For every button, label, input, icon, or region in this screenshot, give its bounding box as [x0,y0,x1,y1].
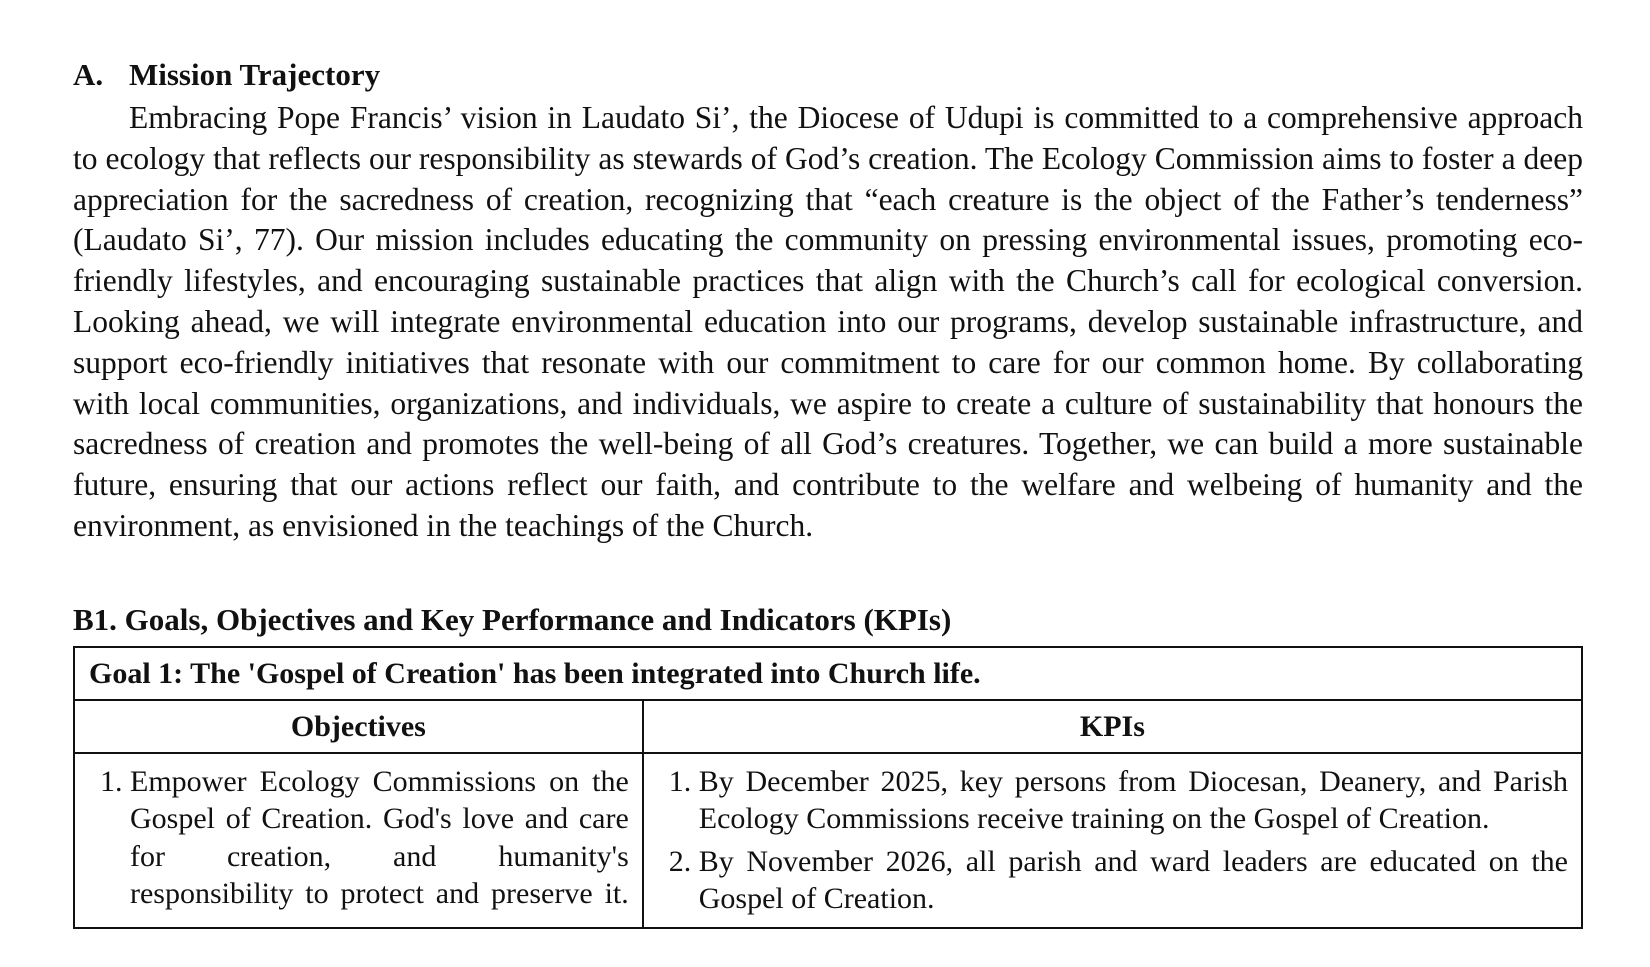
section-b1-heading: B1. Goals, Objectives and Key Performance and Indicators (KPIs) [73,601,952,637]
objectives-header: Objectives [74,700,643,753]
section-a-heading [73,56,1583,94]
section-a-letter: A. [73,57,104,92]
document-page [73,56,1583,929]
goals-table [73,646,1583,929]
objectives-cell [74,753,643,928]
mission-paragraph: Embracing Pope Francis’ vision in Laudato Si’, the Diocese of Udupi is committed to a comprehensive approach to ecology that reflects our responsibility as stewards of God’s creation. The Ecology Commission aims to foster a deep appreciation for the sacredness of creation, recognizing that “each creature is the object of the Father’s tenderness” (Laudato Si’, 77). Our mission includes educating the community on pressing environmental issues, promoting eco-friendly lifestyles, and encouraging sustainable practices that align with the Church’s call for ecological conversion. Looking ahead, we will integrate environmental education into our programs, develop sustainable infrastructure, and support eco-friendly initiatives that resonate with our commitment to care for our common home. By collaborating with local communities, organizations, and individuals, we aspire to create a culture of sustainability that honours the sacredness of creation and promotes the well-being of all God’s creatures. Together, we can build a more sustainable future, ensuring that our actions reflect our faith, and contribute to the welfare and welbeing of humanity and the environment, as envisioned in the teachings of the Church. [73,100,1583,543]
goal-title: Goal 1: The 'Gospel of Creation' has been integrated into Church life. [74,647,1582,700]
table-header-row [74,700,1582,753]
objectives-list [76,755,641,921]
table-row [74,753,1582,928]
objective-item [130,763,629,913]
objective-text: Empower Ecology Commissions on the Gospel of Creation. God's love and care for creation, and humanity's responsibility to protect and preserve it. [130,764,629,911]
kpi-item: 2. By November 2026, all parish and ward leaders are educated on the Gospel of Creation. [699,843,1568,918]
kpis-cell [643,753,1582,928]
goal-row [74,647,1582,700]
kpis-header: KPIs [643,700,1582,753]
kpis-list [645,755,1580,926]
section-a-title: Mission Trajectory [129,57,381,92]
kpi-item: 1. By December 2025, key persons from Diocesan, Deanery, and Parish Ecology Commissions receive training on the Gospel of Creation. [699,763,1568,838]
